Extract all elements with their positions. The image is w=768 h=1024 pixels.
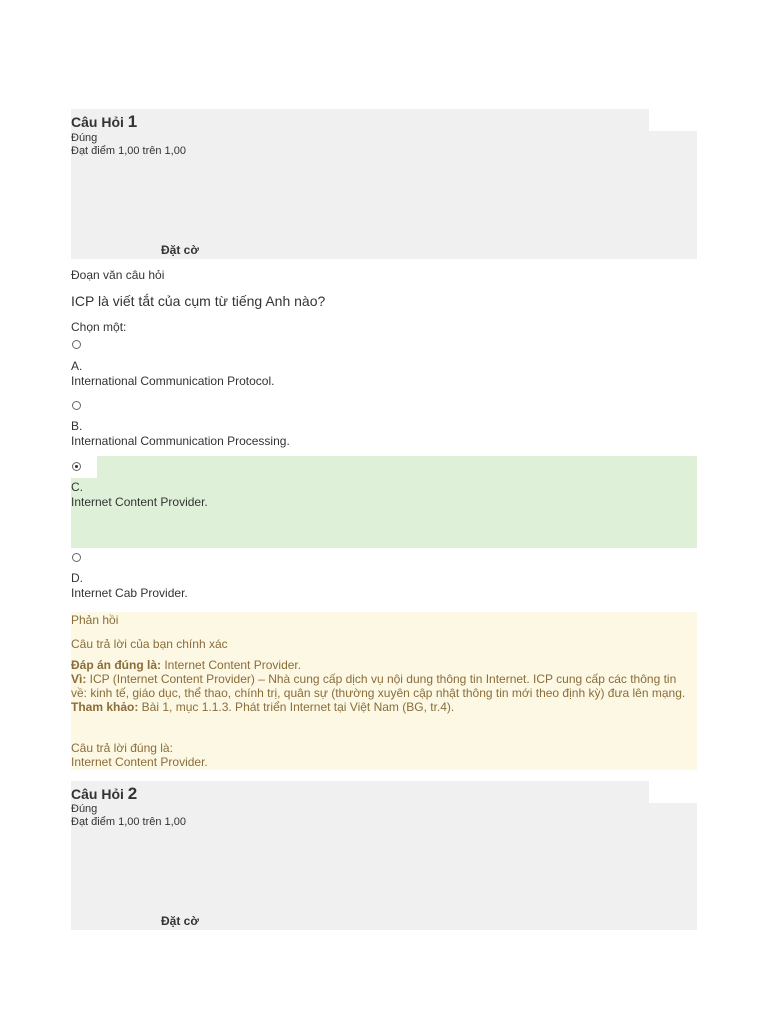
q1-option-b-text[interactable]: International Communication Processing. bbox=[71, 434, 290, 448]
q1-option-d-text[interactable]: Internet Cab Provider. bbox=[71, 586, 188, 600]
q1-flag-button[interactable]: Đặt cờ bbox=[161, 243, 199, 257]
q1-option-a-radio[interactable] bbox=[72, 340, 81, 349]
q2-title bbox=[71, 784, 137, 804]
q1-text-label: Đoạn văn câu hỏi bbox=[71, 268, 165, 282]
q1-feedback-label: Phản hồi bbox=[71, 613, 119, 627]
q1-title bbox=[71, 112, 137, 132]
q1-option-b-radio[interactable] bbox=[72, 401, 81, 410]
q1-option-d-radio[interactable] bbox=[72, 553, 81, 562]
q1-ref-text: Bài 1, mục 1.1.3. Phát triển Internet tại Việt Nam (BG, tr.4). bbox=[138, 700, 455, 714]
q1-option-b-letter: B. bbox=[71, 419, 83, 433]
q1-option-d-letter: D. bbox=[71, 571, 83, 585]
q2-number: 2 bbox=[127, 784, 138, 803]
q2-grade: Đạt điểm 1,00 trên 1,00 bbox=[71, 816, 186, 828]
q1-option-a-letter: A. bbox=[71, 359, 83, 373]
q2-flag-button[interactable]: Đặt cờ bbox=[161, 914, 199, 928]
q1-answer-label: Đáp án đúng là: bbox=[71, 658, 161, 672]
q1-option-c-radio[interactable] bbox=[72, 462, 81, 471]
q1-choose-label: Chọn một: bbox=[71, 320, 127, 334]
q1-correct-option-bg-body bbox=[71, 478, 697, 548]
q1-option-c-letter: C. bbox=[71, 480, 83, 494]
q1-info-header-bg bbox=[71, 109, 649, 131]
q1-feedback-result: Câu trả lời của bạn chính xác bbox=[71, 637, 228, 651]
q1-ref-label: Tham khảo: bbox=[71, 700, 139, 714]
q1-correct-option-bg bbox=[97, 456, 697, 478]
q1-why-label: Vì: bbox=[71, 672, 87, 686]
q2-info-header-bg bbox=[71, 781, 649, 803]
q1-right-answer-value: Internet Content Provider. bbox=[71, 755, 208, 769]
q1-title-prefix: Câu Hỏi bbox=[71, 114, 124, 130]
q1-grade: Đạt điểm 1,00 trên 1,00 bbox=[71, 145, 186, 157]
q1-feedback-explanation bbox=[71, 658, 693, 714]
q1-why-text: ICP (Internet Content Provider) – Nhà cung cấp dịch vụ nội dung thông tin Internet. ICP cung cấp các thông tin về: kinh tế, giáo dục, thể thao, chính trị, quân sự (thường xuyên cập nhật thông tin mới theo định kỳ) đưa lên mạng. bbox=[71, 672, 686, 700]
q1-answer-value: Internet Content Provider. bbox=[161, 658, 302, 672]
q2-title-prefix: Câu Hỏi bbox=[71, 786, 124, 802]
q1-option-a-text[interactable]: International Communication Protocol. bbox=[71, 374, 275, 388]
q1-option-c-text[interactable]: Internet Content Provider. bbox=[71, 495, 208, 509]
q2-state: Đúng bbox=[71, 803, 98, 815]
q1-question: ICP là viết tắt của cụm từ tiếng Anh nào? bbox=[71, 293, 326, 309]
q1-state: Đúng bbox=[71, 132, 98, 144]
q1-right-answer-label: Câu trả lời đúng là: bbox=[71, 741, 173, 755]
q1-number: 1 bbox=[127, 112, 138, 131]
